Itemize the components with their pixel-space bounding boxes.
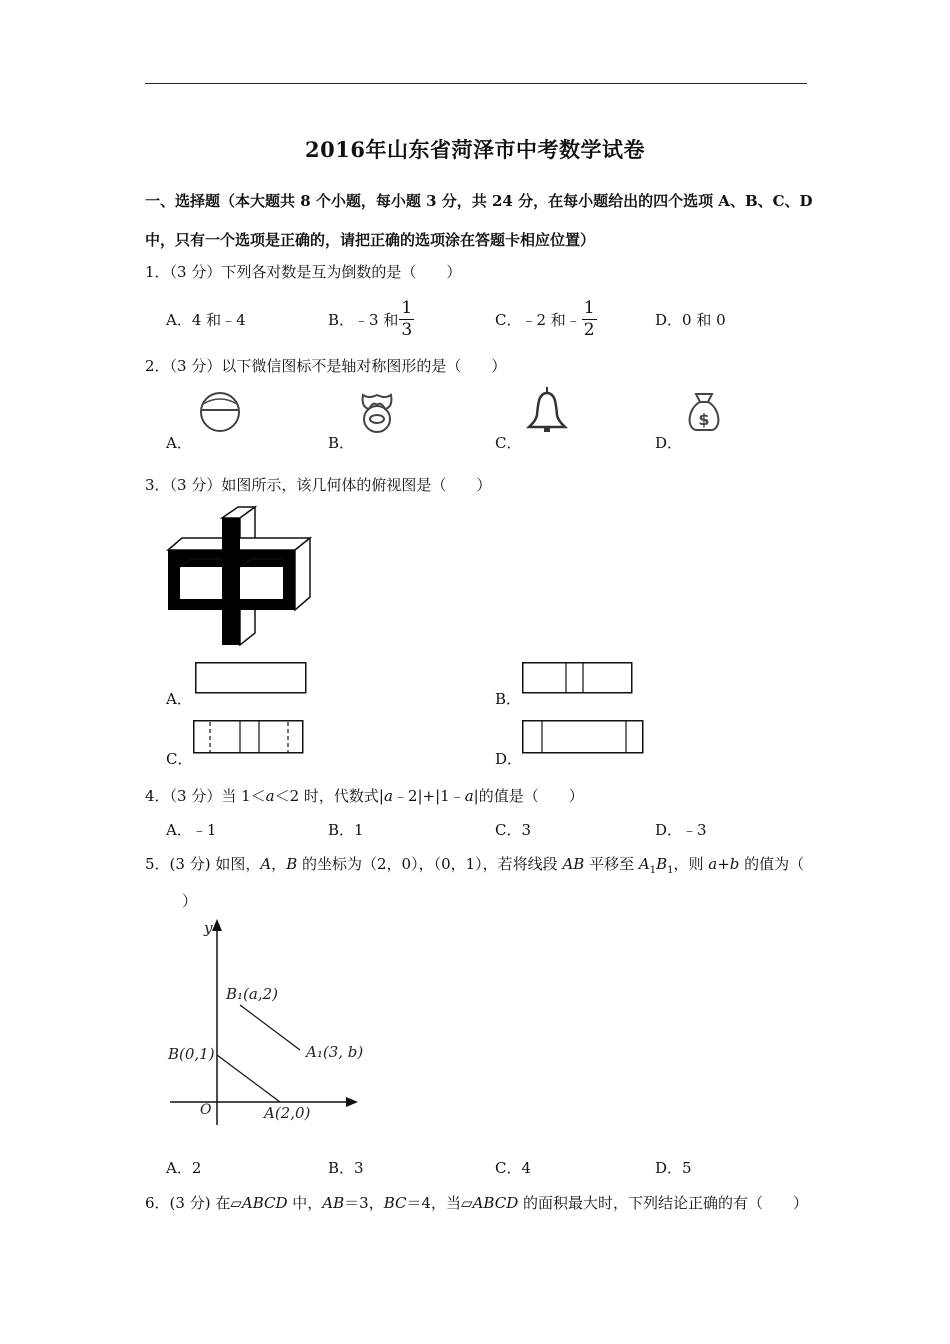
variable-a: a <box>265 787 275 805</box>
q1-option-a: A．4 和﹣4 <box>166 311 246 329</box>
y-axis-label: y <box>204 919 213 937</box>
q5-comma: ， <box>271 855 287 873</box>
q5-option-d: D．5 <box>655 1159 692 1177</box>
q4-option-c: C．3 <box>495 821 532 839</box>
subscript-1: 1 <box>667 865 674 876</box>
q6-stem-part5: 的面积最大时，下列结论正确的有（ ） <box>518 1194 808 1212</box>
point-a1: A <box>638 855 650 873</box>
q4-option-a: A．﹣1 <box>166 821 217 839</box>
top-view-option-b <box>522 662 634 694</box>
point-b-label: B(0,1) <box>168 1045 215 1063</box>
flower-icon <box>355 387 400 435</box>
q6-stem-part3: ＝3， <box>344 1194 384 1212</box>
segment-ab: AB <box>562 855 585 873</box>
page-title: 2016年山东省菏泽市中考数学试卷 <box>305 137 645 162</box>
point-a-label: A <box>260 855 272 873</box>
section-instructions-line1: 一、选择题（本大题共 8 个小题，每小题 3 分，共 24 分，在每小题给出的四个选项 A、B、C、D <box>145 192 813 210</box>
parallelogram-abcd: ABCD <box>241 1194 288 1212</box>
fraction-denominator: 2 <box>583 320 595 340</box>
dollar-sign: $ <box>698 410 710 429</box>
q1-option-b-fraction <box>399 300 414 339</box>
point-b-label: B <box>286 855 298 873</box>
q5-stem-continuation: ） <box>182 892 198 910</box>
q2-option-a: A． <box>166 434 192 452</box>
variable-a: a <box>464 787 474 805</box>
q2-option-b: B． <box>328 434 355 452</box>
segment-bc: BC <box>383 1194 407 1212</box>
parallelogram-abcd: ABCD <box>472 1194 519 1212</box>
point-a-label: A(2,0) <box>264 1104 311 1122</box>
q4-stem-part3: ﹣2|+|1﹣ <box>392 787 465 805</box>
fraction-denominator: 3 <box>401 320 413 340</box>
q5-stem-part3: 平移至 <box>584 855 639 873</box>
q6-stem-part2: 中， <box>287 1194 323 1212</box>
q5-stem-part5: 的值为（ <box>739 855 805 873</box>
section-instructions-line2: 中，只有一个选项是正确的，请把正确的选项涂在答题卡相应位置） <box>145 231 596 249</box>
q4-stem-part1: 4．（3 分）当 1＜ <box>145 787 266 805</box>
q4-option-b: B．1 <box>328 821 364 839</box>
q1-option-c-fraction <box>582 300 597 339</box>
q4-option-d: D．﹣3 <box>655 821 707 839</box>
q1-option-b-prefix: B．﹣3 和 <box>328 311 399 329</box>
q5-option-a: A．2 <box>166 1159 202 1177</box>
question-5-stem <box>145 853 804 876</box>
bell-icon <box>525 385 570 435</box>
q1-option-d: D．0 和 0 <box>655 311 726 329</box>
point-b1-label: B₁(a,2) <box>226 985 278 1003</box>
q5-stem-part4: ，则 <box>673 855 709 873</box>
q3-option-a: A． <box>166 690 192 708</box>
origin-label: O <box>200 1102 212 1118</box>
ball-icon <box>195 390 245 435</box>
q5-stem-part2: 的坐标为（2，0），（0，1），若将线段 <box>297 855 563 873</box>
q1-option-c <box>495 300 597 339</box>
q5-option-b: B．3 <box>328 1159 364 1177</box>
fraction-numerator: 1 <box>401 298 413 318</box>
q4-stem-part2: ＜2 时，代数式| <box>274 787 384 805</box>
point-b1: B <box>656 855 668 873</box>
top-view-option-d <box>522 720 644 754</box>
q1-option-c-prefix: C．﹣2 和﹣ <box>495 311 581 329</box>
q3-option-d: D． <box>495 750 523 768</box>
q6-stem-part4: ＝4，当▱ <box>406 1194 473 1212</box>
coordinate-graph <box>160 915 370 1130</box>
question-4-stem <box>145 785 584 806</box>
fraction-numerator: 1 <box>583 298 595 318</box>
subscript-1: 1 <box>649 865 657 876</box>
q4-stem-part4: |的值是（ ） <box>473 787 584 805</box>
question-1-stem: 1．（3 分）下列各对数是互为倒数的是（ ） <box>145 263 462 281</box>
q5-option-c: C．4 <box>495 1159 532 1177</box>
q2-option-c: C． <box>495 434 522 452</box>
point-a1-label: A₁(3, b) <box>306 1043 364 1061</box>
question-3-stem: 3．（3 分）如图所示，该几何体的俯视图是（ ） <box>145 476 492 494</box>
q3-option-c: C． <box>166 750 193 768</box>
zhong-solid-figure <box>160 505 320 650</box>
q3-option-b: B． <box>495 690 522 708</box>
header-rule <box>145 83 807 84</box>
q2-option-d: D． <box>655 434 683 452</box>
q5-stem-part1: 5．(3 分) 如图， <box>145 855 261 873</box>
q1-option-b <box>328 300 414 339</box>
q6-stem-part1: 6．(3 分) 在▱ <box>145 1194 242 1212</box>
question-6-stem <box>145 1192 808 1213</box>
segment-ab: AB <box>322 1194 345 1212</box>
variable-a: a <box>384 787 393 805</box>
top-view-option-c <box>193 720 305 754</box>
question-2-stem: 2．（3 分）以下微信图标不是轴对称图形的是（ ） <box>145 357 507 375</box>
expression-a-plus-b: a+b <box>708 855 740 873</box>
money-bag-icon <box>684 390 724 434</box>
top-view-option-a <box>195 662 307 694</box>
